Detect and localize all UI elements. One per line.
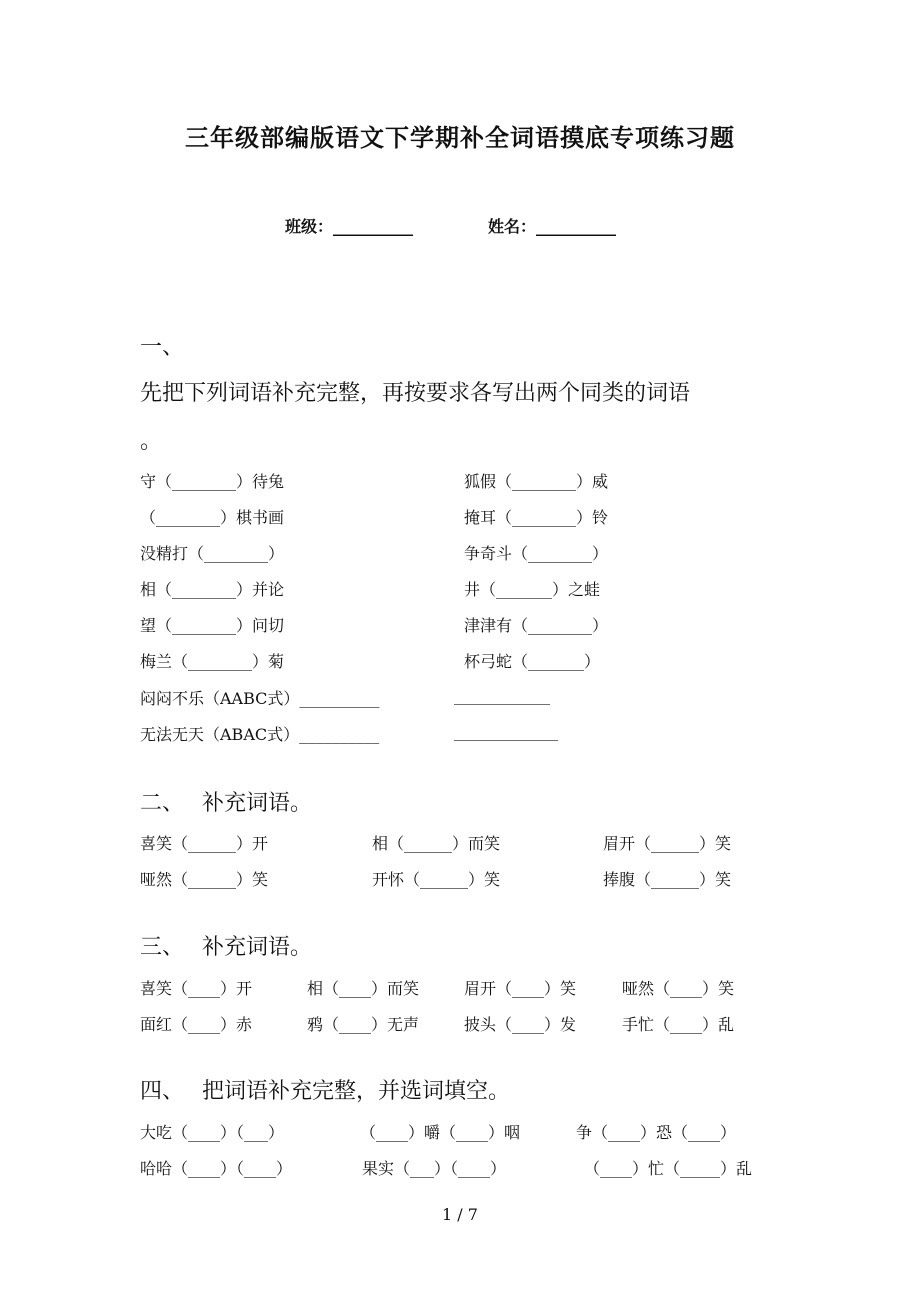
fill-item[interactable]: 哈哈（____）（____） [140, 1159, 293, 1178]
fill-item[interactable]: 哑然（____）笑 [622, 979, 735, 998]
fill-item[interactable]: 望（________）问切 [140, 616, 285, 635]
fill-item[interactable]: （____）忙（_____）乱 [584, 1159, 753, 1178]
fill-item[interactable]: 争奇斗（________） [464, 544, 609, 563]
section-2-number: 二、 [140, 791, 185, 816]
fill-item[interactable]: 眉开（______）笑 [603, 834, 732, 853]
fill-item[interactable]: 相（____）而笑 [307, 979, 420, 998]
fill-item[interactable]: 没精打（________） [140, 544, 285, 563]
abac-prompt[interactable]: 无法无天（ABAC式）__________ [140, 725, 380, 744]
aabc-blank[interactable]: ____________ [454, 686, 550, 705]
fill-item[interactable]: 披头（____）发 [464, 1015, 577, 1034]
fill-item[interactable]: 开怀（______）笑 [372, 870, 501, 889]
fill-item[interactable]: 争（____）恐（____） [576, 1123, 737, 1142]
fill-item[interactable]: 喜笑（______）开 [140, 834, 269, 853]
fill-item[interactable]: 大吃（____）（___） [140, 1123, 285, 1142]
fill-item[interactable]: 相（______）而笑 [372, 834, 501, 853]
section-1-instruction: 先把下列词语补充完整，再按要求各写出两个同类的词语 [140, 381, 691, 406]
fill-item[interactable]: 梅兰（________）菊 [140, 652, 285, 671]
page-title: 三年级部编版语文下学期补全词语摸底专项练习题 [185, 123, 735, 152]
name-field[interactable]: 姓名：__________ [488, 217, 617, 236]
section-2-instruction: 补充词语。 [202, 791, 313, 816]
abac-blank[interactable]: _____________ [454, 722, 558, 741]
section-1-instruction-end: 。 [140, 429, 163, 454]
section-4-number: 四、 [140, 1079, 185, 1104]
fill-item[interactable]: 眉开（____）笑 [464, 979, 577, 998]
page-number: 1 / 7 [442, 1205, 478, 1224]
fill-item[interactable]: 相（________）并论 [140, 580, 285, 599]
class-field[interactable]: 班级：__________ [285, 217, 414, 236]
fill-item[interactable]: 津津有（________） [464, 616, 609, 635]
fill-item[interactable]: 面红（____）赤 [140, 1015, 253, 1034]
fill-item[interactable]: 果实（___）（____） [362, 1159, 507, 1178]
section-3-number: 三、 [140, 935, 185, 960]
fill-item[interactable]: 捧腹（______）笑 [603, 870, 732, 889]
fill-item[interactable]: 杯弓蛇（_______） [464, 652, 601, 671]
fill-item[interactable]: 狐假（________）威 [464, 472, 609, 491]
fill-item[interactable]: 掩耳（________）铃 [464, 508, 609, 527]
section-4-instruction: 把词语补充完整，并选词填空。 [202, 1079, 511, 1104]
fill-item[interactable]: （________）棋书画 [140, 508, 285, 527]
section-1-number: 一、 [140, 335, 185, 360]
fill-item[interactable]: 井（_______）之蛙 [464, 580, 601, 599]
fill-item[interactable]: 手忙（____）乱 [622, 1015, 735, 1034]
aabc-prompt[interactable]: 闷闷不乐（AABC式）__________ [140, 689, 380, 708]
section-3-instruction: 补充词语。 [202, 935, 313, 960]
fill-item[interactable]: 喜笑（____）开 [140, 979, 253, 998]
fill-item[interactable]: （____）嚼（____）咽 [360, 1123, 521, 1142]
fill-item[interactable]: 守（________）待兔 [140, 472, 285, 491]
fill-item[interactable]: 鸦（____）无声 [307, 1015, 420, 1034]
fill-item[interactable]: 哑然（______）笑 [140, 870, 269, 889]
